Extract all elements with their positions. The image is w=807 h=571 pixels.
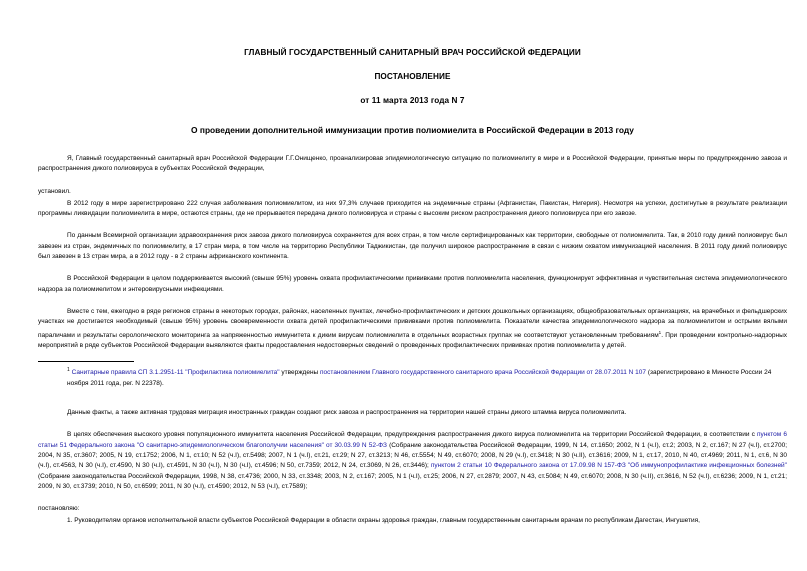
issuing-authority: ГЛАВНЫЙ ГОСУДАРСТВЕННЫЙ САНИТАРНЫЙ ВРАЧ РОССИЙСКОЙ ФЕДЕРАЦИИ	[244, 48, 581, 57]
footnote-text-registration: (зарегистрировано в Минюсте России 24 ноября 2011 года, рег. N 22378).	[67, 369, 772, 387]
legal-basis-text-c: (Собрание законодательства Российской Федерации, 1998, N 38, ст.4736; 2000, N 33, ст.3348; 2003, N 2, ст.167; 2005, N 1 (ч.I), ст.25; 2006, N 27, ст.2879; 2007, N 43, ст.5084; N 49, ст.6070; 2008, N 30 (ч.II), ст.3616, N 52 (ч.I), ст.6236; 2009, N 1, ст.21; 2009, N 30, ст.3739; 2010, N 50, ст.6599; 2011, N 30 (ч.I), ст.4590; 2012, N 53 (ч.I), ст.7589);	[38, 472, 787, 490]
footnote-link-resolution[interactable]: постановлением Главного государственного санитарного врача Российской Федерации от 28.07.2011 N 107	[320, 369, 647, 377]
footnote-text-approved: утверждены	[279, 369, 321, 377]
document-title: О проведении дополнительной иммунизации против полиомиелита в Российской Федерации в 2013 году	[191, 125, 634, 135]
footnote-reference[interactable]: 1	[658, 329, 662, 335]
paragraph-item-1: 1. Руководителям органов исполнительной власти субъектов Российской Федерации в области охраны здоровья граждан, главным государственным санитарным врачам по республикам Дагестан, Ингушетия,	[67, 517, 700, 525]
paragraph-intro: Я, Главный государственный санитарный врач Российской Федерации Г.Г.Онищенко, проанализировав эпидемиологическую ситуацию по полиомиелиту в мире и в Российской Федерации, принятые меры по предупреждению завоза и распространения дикого полиовируса в субъектах Российской Федерации,	[38, 155, 787, 173]
legal-basis-text-b: (Собрание законодательства Российской Федерации, 1999, N 14, ст.1650; 2002, N 1 (ч.I), ст.2; 2003, N 2, ст.167; N 27 (ч.I), ст.2700; 2004, N 35, ст.3607; 2005, N 19, ст.1752; 2006, N 1, ст.10; N 52 (ч.I), ст.5498; 2007, N 1 (ч.I), ст.21, ст.29; N 27, ст.3213; N 46, ст.5554; N 49, ст.6070; 2008, N 29 (ч.I), ст.3418; N 30 (ч.II), ст.3616; 2009, N 1, ст.17, 2010, N 40, ст.4969; 2011, N 1, ст.6, N 30 (ч.I), ст.4563, N 30 (ч.I), ст.4590, N 30 (ч.I), ст.4591, N 30 (ч.I), N 30 (ч.I), ст.4596; N 50, ст.7359; 2012, N 24, ст.3069, N 26, ст.3446);	[38, 441, 787, 470]
paragraph-rf-coverage: В Российской Федерации в целом поддерживается высокий (свыше 95%) уровень охвата профилактическими прививками против полиомиелита населения, функционирует эффективная и чувствительная система эпидемиологического надзора за полиомиелитом и энтеровирусными инфекциями.	[38, 275, 787, 293]
paragraph-legal-basis	[38, 430, 787, 492]
footnote	[38, 362, 787, 389]
paragraph-world-stats: В 2012 году в мире зарегистрировано 222 случая заболевания полиомиелитом, из них 97,3% случаев приходится на эндемичные страны (Афганистан, Пакистан, Нигерия). Несмотря на успехи, достигнутые в результате реализации программы ликвидации полиомиелита в мире, остаются страны, где не прерывается передача дикого полиовируса и страны с высоким риском распространения дикого полиовируса при его завозе.	[38, 199, 787, 218]
footnote-mark: 1	[67, 367, 70, 374]
paragraph-established: установил.	[38, 187, 71, 195]
paragraph-shortcomings-text-a: Вместе с тем, ежегодно в ряде регионов страны в некоторых городах, районах, населенных пунктах, лечебно-профилактических и детских дошкольных организациях, общеобразовательных организациях, на врачебных и фельдшерских участках не достигается необходимый (свыше 95%) уровень своевременности охвата детей профилактическими прививками против полиомиелита. Показатели качества эпидемиологического надзора за полиомиелитом и острыми вялыми параличами и результаты серологического мониторинга за напряженностью иммунитета к диким вирусам полиомиелита в отдельных возрастных группах не соответствуют установленным требованиям	[38, 307, 787, 339]
footnote-link-sanitary-rules[interactable]: Санитарные правила СП 3.1.2951-11 "Профилактика полиомиелита"	[71, 369, 280, 377]
paragraph-shortcomings-text-b: . При проведении контрольно-надзорных мероприятий в ряде субъектов Российской Федерации выявляются факты предоставления недостоверных сведений о проведенных профилактических прививках против полиомиелита у детей.	[38, 331, 787, 350]
paragraph-who-risk: По данным Всемирной организации здравоохранения риск завоза дикого полиовируса сохраняется для всех стран, в том числе сертифицированных как территории, свободные от полиомиелита. Так, в 2010 году дикий полиовирус был завезен из стран, эндемичных по полиомиелиту, в 17 стран мира, в том числе на территорию Республики Таджикистан, где получил широкое распространение в связи с низким охватом иммунизацией населения. В 2011 году дикий полиовирус был завезен в 13 стран мира, а в 2012 году - в 2 страны африканского континента.	[38, 232, 787, 261]
link-law-157fz[interactable]: пунктом 2 статьи 10 Федерального закона от 17.09.98 N 157-ФЗ "Об иммунопрофилактике инфекционных болезней"	[430, 462, 787, 470]
document-date-number: от 11 марта 2013 года N 7	[360, 96, 465, 105]
paragraph-migration-risk: Данные факты, а также активная трудовая миграция иностранных граждан создают риск завоза и распространения на территории нашей страны дикого штамма вируса полиомиелита.	[67, 409, 627, 417]
link-law-52fz[interactable]: пунктом 6 статьи 51 Федерального закона "О санитарно-эпидемиологическом благополучии населения" от 30.03.99 N 52-ФЗ	[38, 431, 787, 449]
document-type: ПОСТАНОВЛЕНИЕ	[374, 72, 451, 81]
paragraph-shortcomings	[38, 307, 787, 351]
paragraph-resolve: постановляю:	[38, 505, 80, 513]
legal-basis-text-a: В целях обеспечения высокого уровня популяционного иммунитета населения Российской Федерации, предупреждения распространения дикого вируса полиомиелита на территории Российской Федерации, в соответствии с	[67, 431, 757, 439]
